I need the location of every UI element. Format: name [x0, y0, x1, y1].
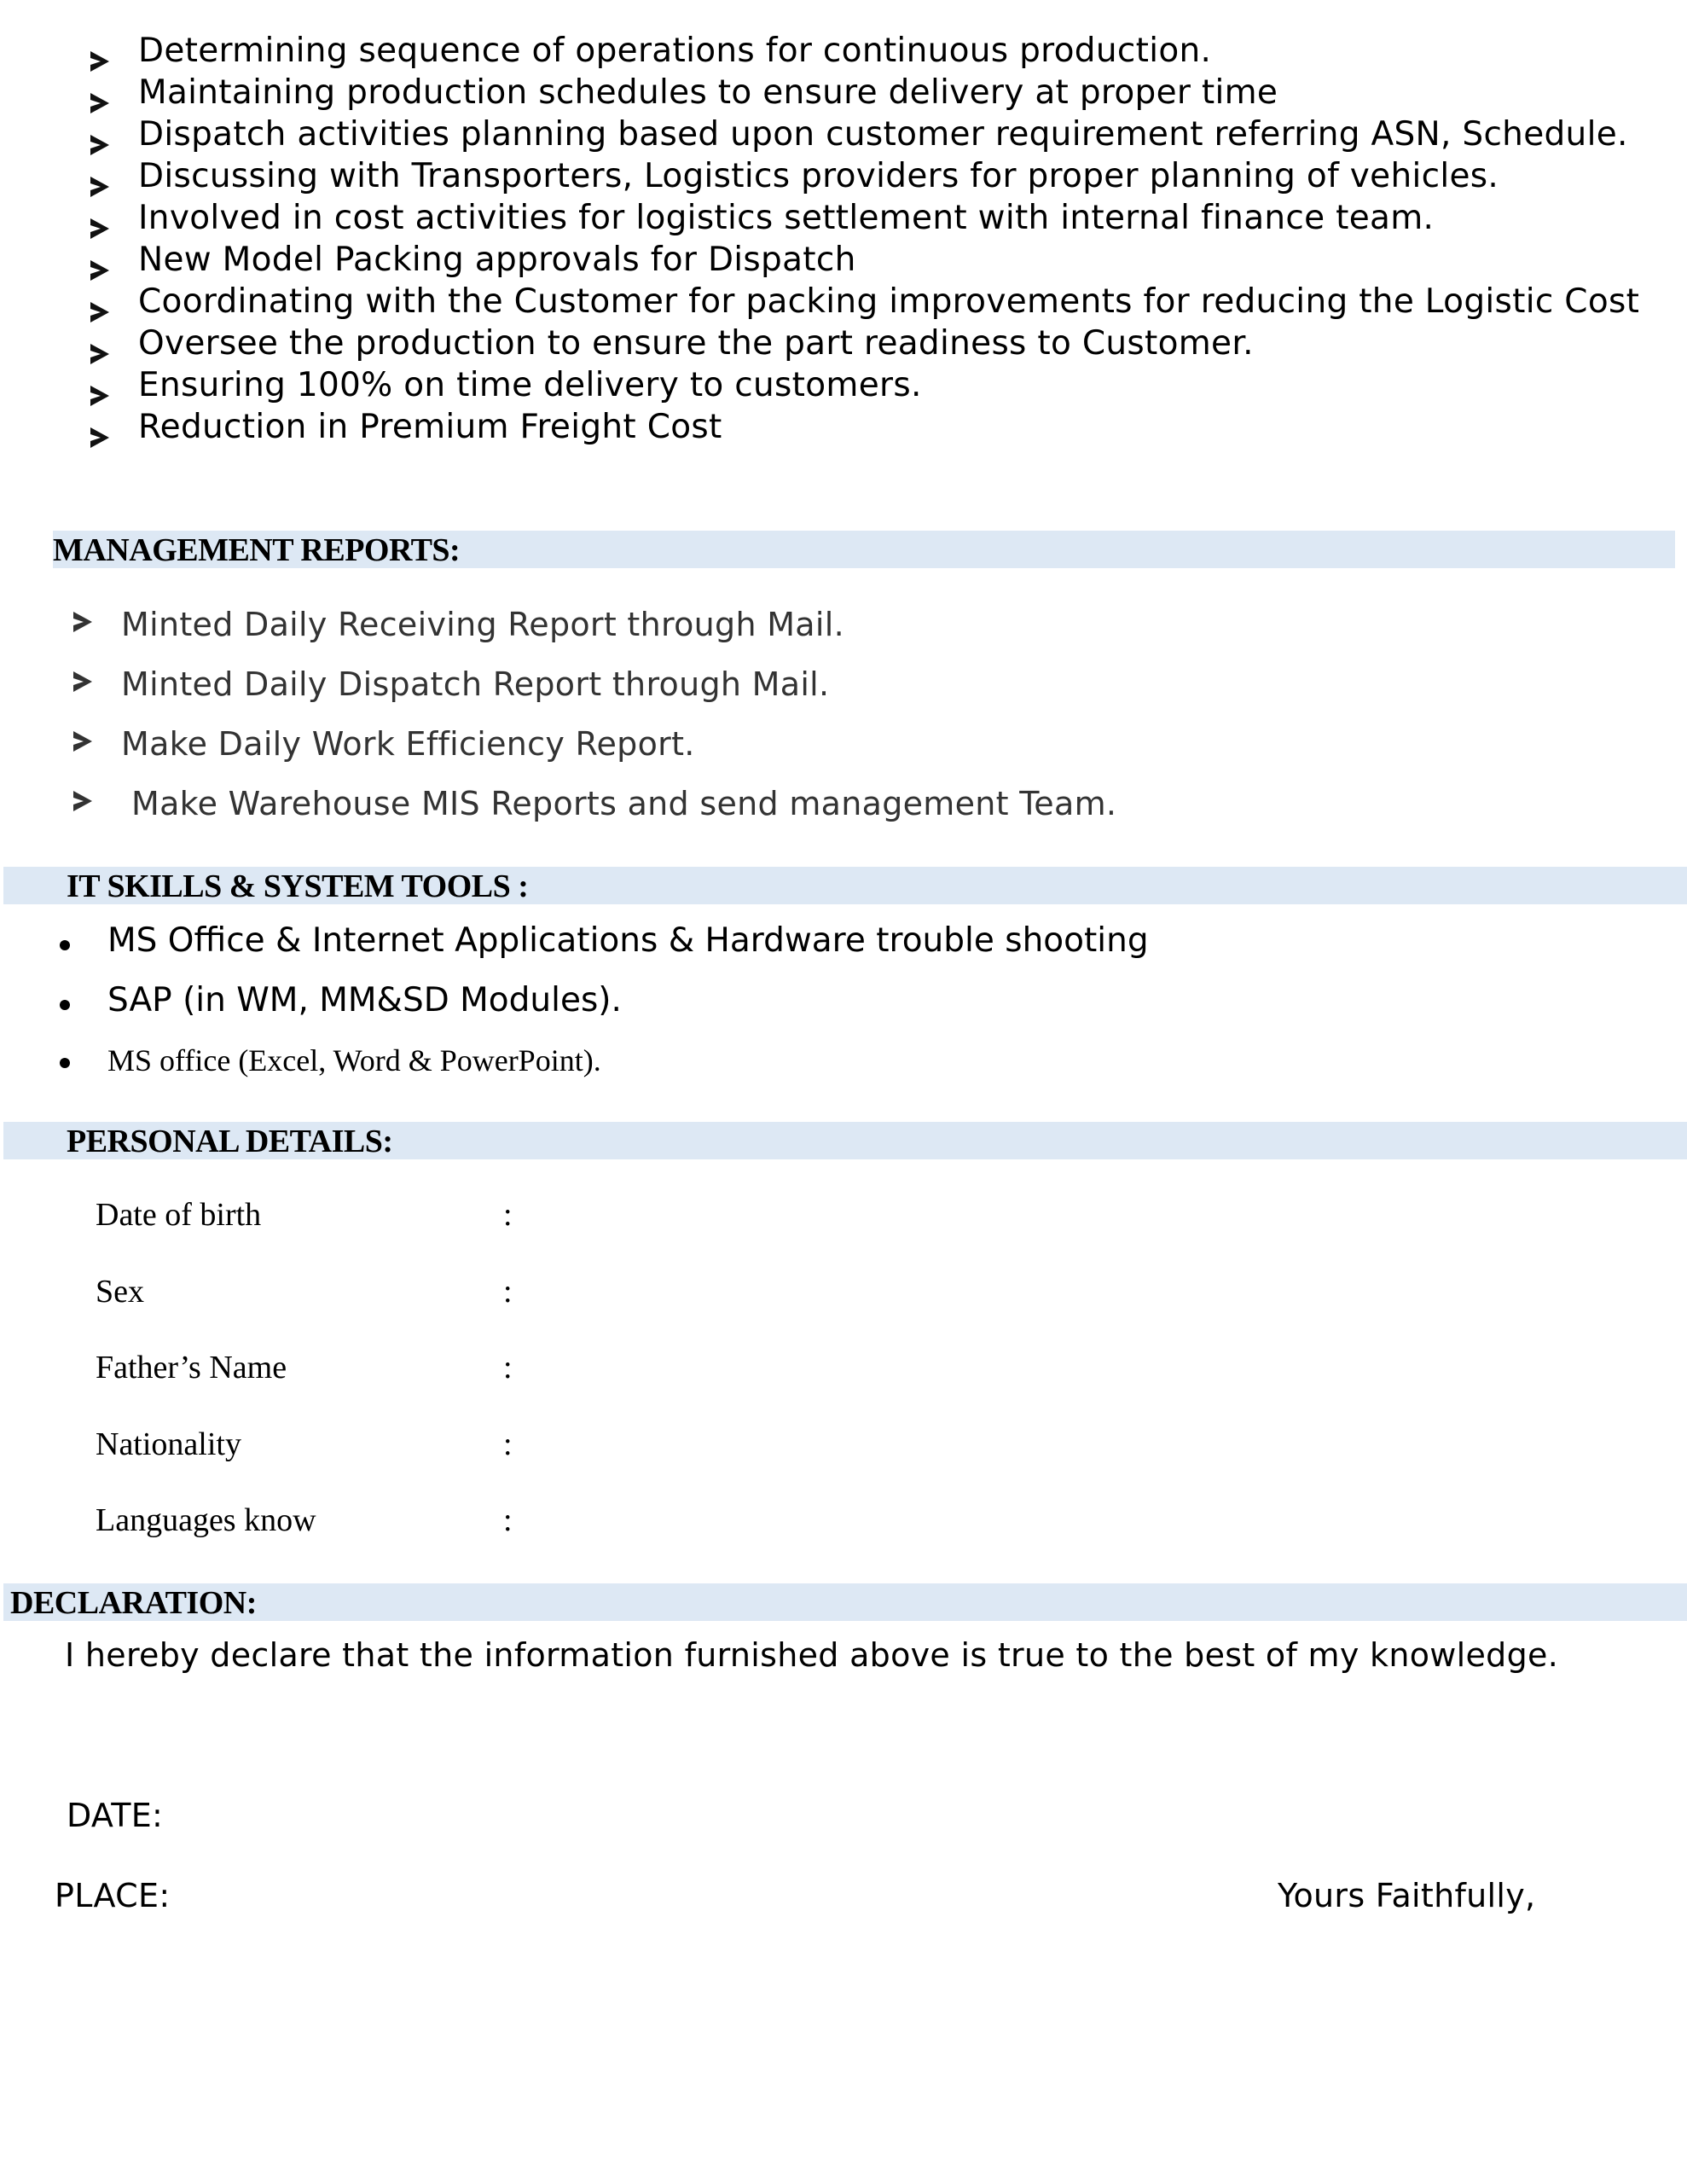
- declaration-heading-band: [3, 1583, 1687, 1621]
- place-label: PLACE:: [55, 1877, 171, 1914]
- declaration-text: I hereby declare that the information furnished above is true to the best of my knowledge.: [65, 1636, 1559, 1674]
- arrow-bullet-icon: [90, 93, 109, 113]
- list-item: MS Office & Internet Applications & Hardware trouble shooting: [0, 921, 1194, 964]
- arrow-bullet-icon: [90, 135, 109, 155]
- date-label: DATE:: [67, 1797, 164, 1834]
- management-reports-heading-band: [53, 531, 1675, 568]
- arrow-bullet-icon: [90, 427, 109, 448]
- list-item: SAP (in WM, MM&SD Modules).: [0, 981, 1194, 1024]
- personal-details-heading-band: [3, 1122, 1687, 1159]
- bullet-icon: [60, 1058, 70, 1068]
- bullet-icon: [60, 1000, 70, 1010]
- list-item: Minted Daily Receiving Report through Mail.: [73, 606, 844, 643]
- section-heading: MANAGEMENT REPORTS:: [53, 532, 461, 568]
- it-skills-heading-band: [3, 867, 1687, 904]
- arrow-bullet-icon: [73, 731, 92, 752]
- arrow-bullet-icon: [90, 302, 109, 322]
- section-heading: DECLARATION:: [10, 1585, 257, 1621]
- section-heading: PERSONAL DETAILS:: [67, 1124, 393, 1159]
- arrow-bullet-icon: [90, 260, 109, 281]
- arrow-bullet-icon: [90, 51, 109, 72]
- arrow-bullet-icon: [90, 218, 109, 239]
- arrow-bullet-icon: [90, 177, 109, 197]
- arrow-bullet-icon: [73, 791, 92, 811]
- list-item: MS office (Excel, Word & PowerPoint).: [0, 1043, 1194, 1085]
- arrow-bullet-icon: [90, 344, 109, 364]
- list-item: Make Warehouse MIS Reports and send management Team.: [73, 785, 1116, 822]
- arrow-bullet-icon: [73, 671, 92, 692]
- arrow-bullet-icon: [90, 386, 109, 406]
- section-heading: IT SKILLS & SYSTEM TOOLS :: [67, 868, 529, 904]
- closing-signature: Yours Faithfully,: [1278, 1877, 1536, 1914]
- list-item: Minted Daily Dispatch Report through Mail.: [73, 665, 829, 703]
- list-item: Make Daily Work Efficiency Report.: [73, 725, 695, 763]
- bullet-icon: [60, 940, 70, 950]
- arrow-bullet-icon: [73, 612, 92, 632]
